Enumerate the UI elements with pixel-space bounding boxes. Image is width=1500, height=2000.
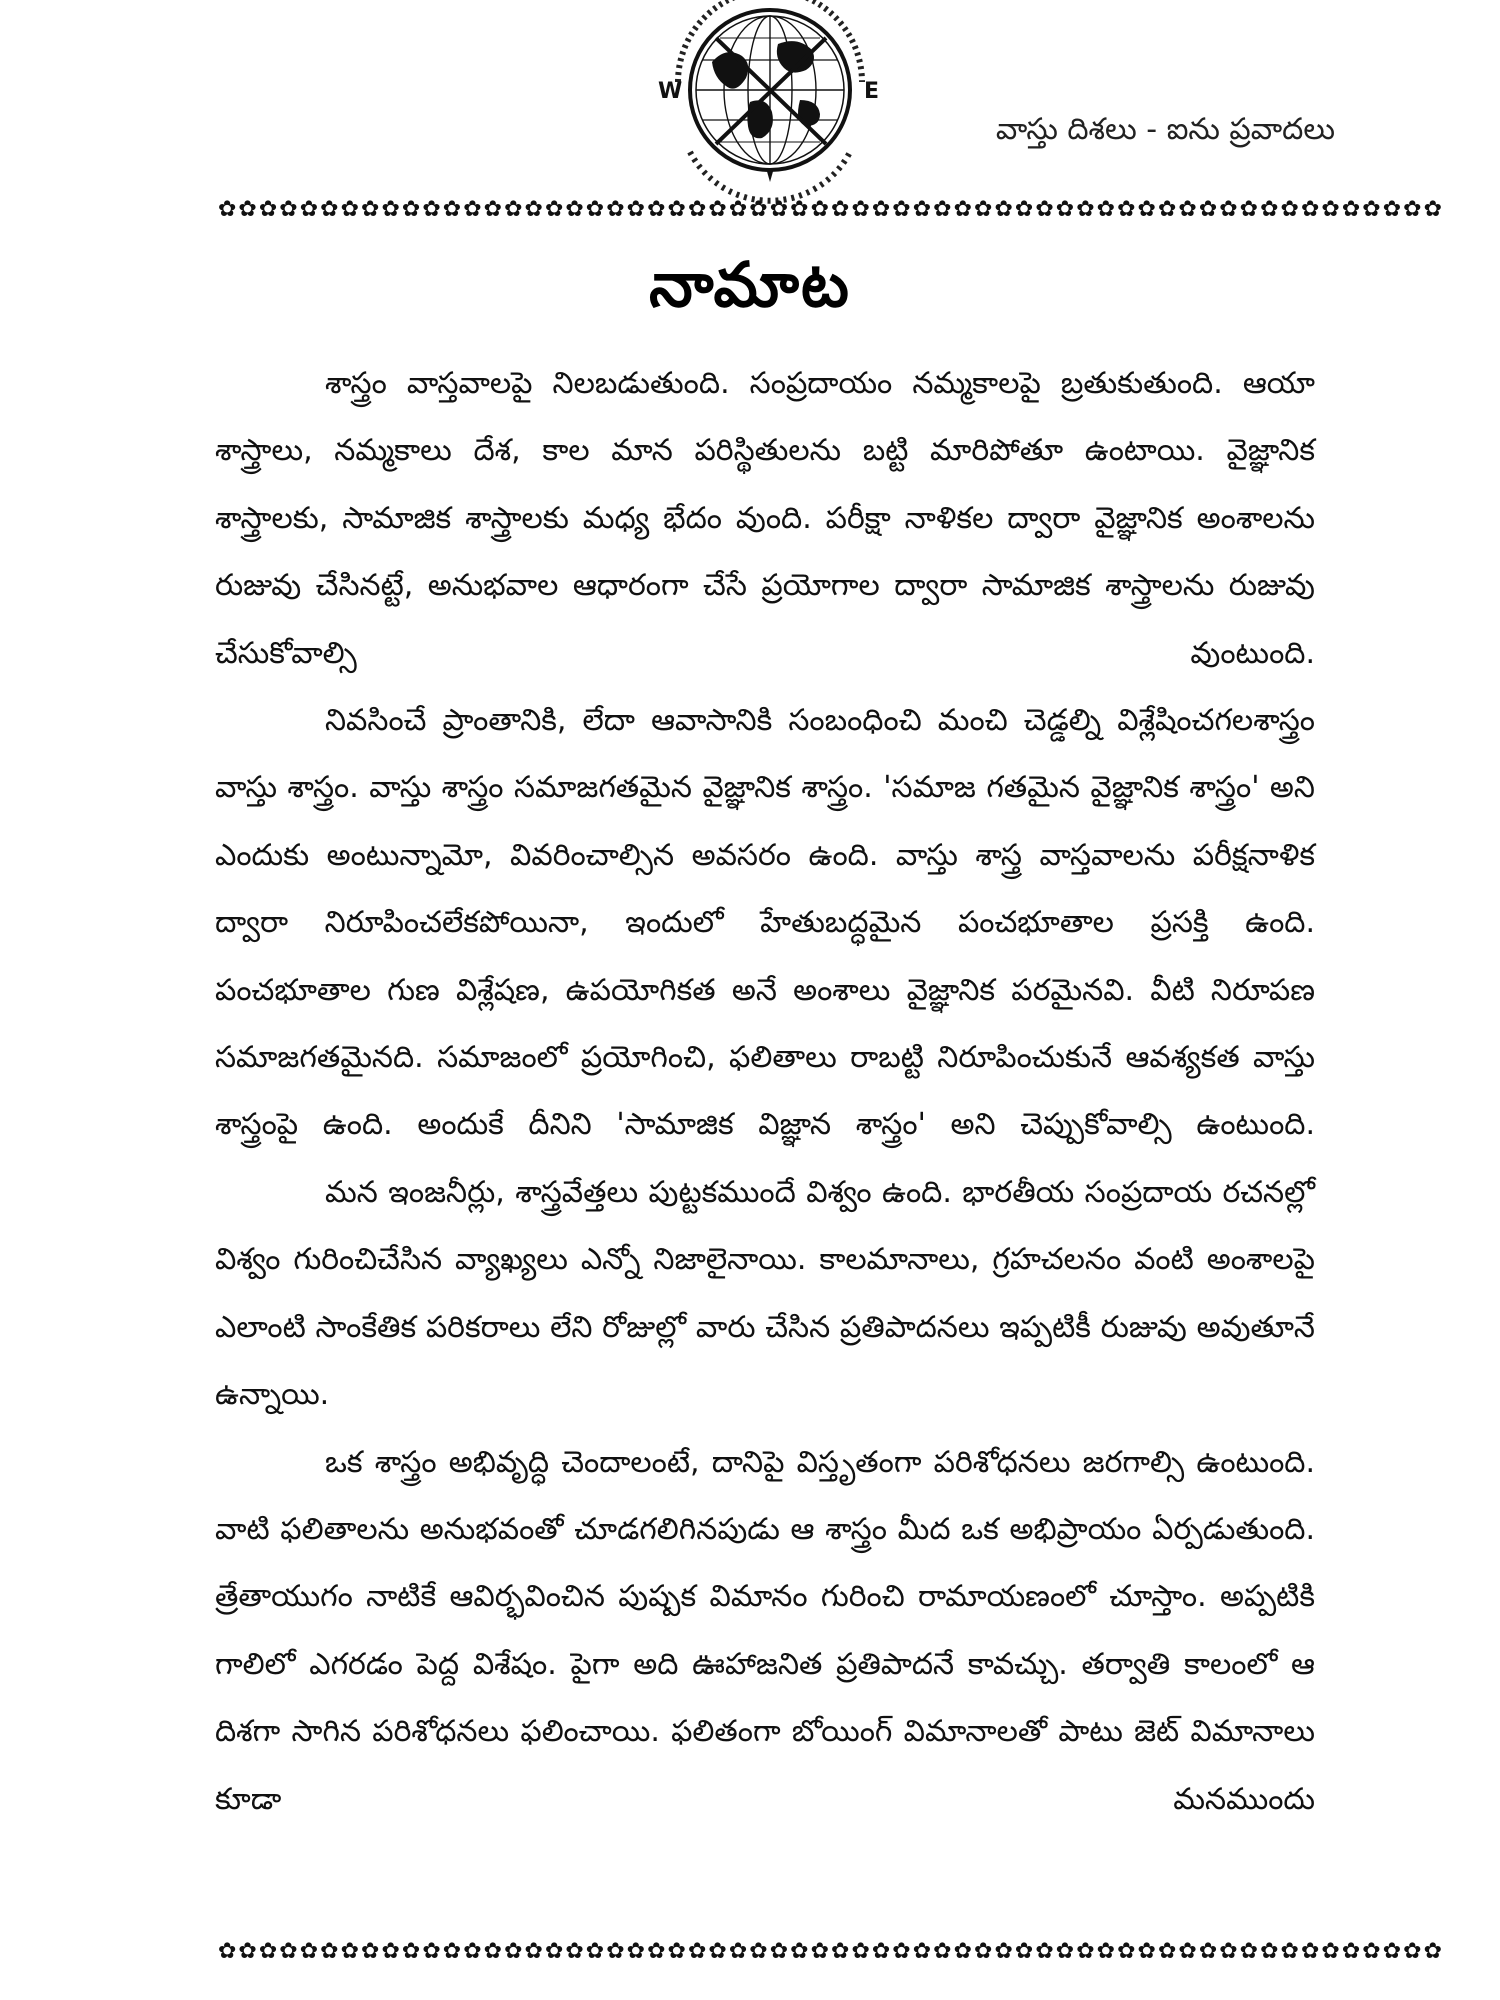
globe-logo-icon <box>650 2 890 188</box>
bottom-ornament-border: ✿✿✿✿✿✿✿✿✿✿✿✿✿✿✿✿✿✿✿✿✿✿✿✿✿✿✿✿✿✿✿✿✿✿✿✿✿✿✿✿✿✿✿✿✿✿✿✿✿✿✿✿✿✿✿✿✿✿✿✿ <box>218 1939 1445 1964</box>
paragraph-2: నివసించే ప్రాంతానికి, లేదా ఆవాసానికి సంబంధించి మంచి చెడ్డల్ని విశ్లేషించగలశాస్త్రం వాస్తు శాస్త్రం. వాస్తు శాస్త్రం సమాజగతమైన వైజ్ఞానిక శాస్త్రం. 'సమాజ గతమైన వైజ్ఞానిక శాస్త్రం' అని ఎందుకు అంటున్నామో, వివరించాల్సిన అవసరం ఉంది. వాస్తు శాస్త్ర వాస్తవాలను పరీక్షనాళిక ద్వారా నిరూపించలేకపోయినా, ఇందులో హేతుబద్ధమైన పంచభూతాల ప్రసక్తి ఉంది. పంచభూతాల గుణ విశ్లేషణ, ఉపయోగికత అనే అంశాలు వైజ్ఞానిక పరమైనవి. వీటి నిరూపణ సమాజగతమైనది. సమాజంలో ప్రయోగించి, ఫలితాలు రాబట్టి నిరూపించుకునే ఆవశ్యకత వాస్తు శాస్త్రంపై ఉంది. అందుకే దీనిని 'సామాజిక విజ్ఞాన శాస్త్రం' అని చెప్పుకోవాల్సి ఉంటుంది. <box>215 703 1315 1143</box>
paragraph-1: శాస్త్రం వాస్తవాలపై నిలబడుతుంది. సంప్రదాయం నమ్మకాలపై బ్రతుకుతుంది. ఆయా శాస్త్రాలు, నమ్మకాలు దేశ, కాల మాన పరిస్థితులను బట్టి మారిపోతూ ఉంటాయి. వైజ్ఞానిక శాస్త్రాలకు, సామాజిక శాస్త్రాలకు మధ్య భేదం వుంది. పరీక్షా నాళికల ద్వారా వైజ్ఞానిక అంశాలను రుజువు చేసినట్టే, అనుభవాల ఆధారంగా చేసే ప్రయోగాల ద్వారా సామాజిక శాస్త్రాలను రుజువు చేసుకోవాల్సి వుంటుంది. <box>215 366 1315 671</box>
page-title: నామాట <box>649 248 851 321</box>
body-text <box>215 350 1315 1833</box>
running-header-title: వాస్తు దిశలు - ఐను ప్రవాదలు <box>995 112 1335 147</box>
east-letter: E <box>864 79 880 104</box>
paragraph-3: మన ఇంజనీర్లు, శాస్త్రవేత్తలు పుట్టకముందే విశ్వం ఉంది. భారతీయ సంప్రదాయ రచనల్లో విశ్వం గురించిచేసిన వ్యాఖ్యలు ఎన్నో నిజాలైనాయి. కాలమానాలు, గ్రహచలనం వంటి అంశాలపై ఎలాంటి సాంకేతిక పరికరాలు లేని రోజుల్లో వారు చేసిన ప్రతిపాదనలు ఇప్పటికీ రుజువు అవుతూనే ఉన్నాయి. <box>215 1174 1315 1413</box>
top-ornament-border: ✿✿✿✿✿✿✿✿✿✿✿✿✿✿✿✿✿✿✿✿✿✿✿✿✿✿✿✿✿✿✿✿✿✿✿✿✿✿✿✿✿✿✿✿✿✿✿✿✿✿✿✿✿✿✿✿✿✿✿✿ <box>218 197 1445 222</box>
west-letter: W <box>658 79 683 104</box>
paragraph-4: ఒక శాస్త్రం అభివృద్ధి చెందాలంటే, దానిపై విస్తృతంగా పరిశోధనలు జరగాల్సి ఉంటుంది. వాటి ఫలితాలను అనుభవంతో చూడగలిగినపుడు ఆ శాస్త్రం మీద ఒక అభిప్రాయం ఏర్పడుతుంది. త్రేతాయుగం నాటికే ఆవిర్భవించిన పుష్పక విమానం గురించి రామాయణంలో చూస్తాం. అప్పటికి గాలిలో ఎగరడం పెద్ద విశేషం. పైగా అది ఊహాజనిత ప్రతిపాదనే కావచ్చు. తర్వాతి కాలంలో ఆ దిశగా సాగిన పరిశోధనలు ఫలించాయి. ఫలితంగా బోయింగ్ విమానాలతో పాటు జెట్ విమానాలు కూడా మనముందు <box>215 1444 1315 1817</box>
